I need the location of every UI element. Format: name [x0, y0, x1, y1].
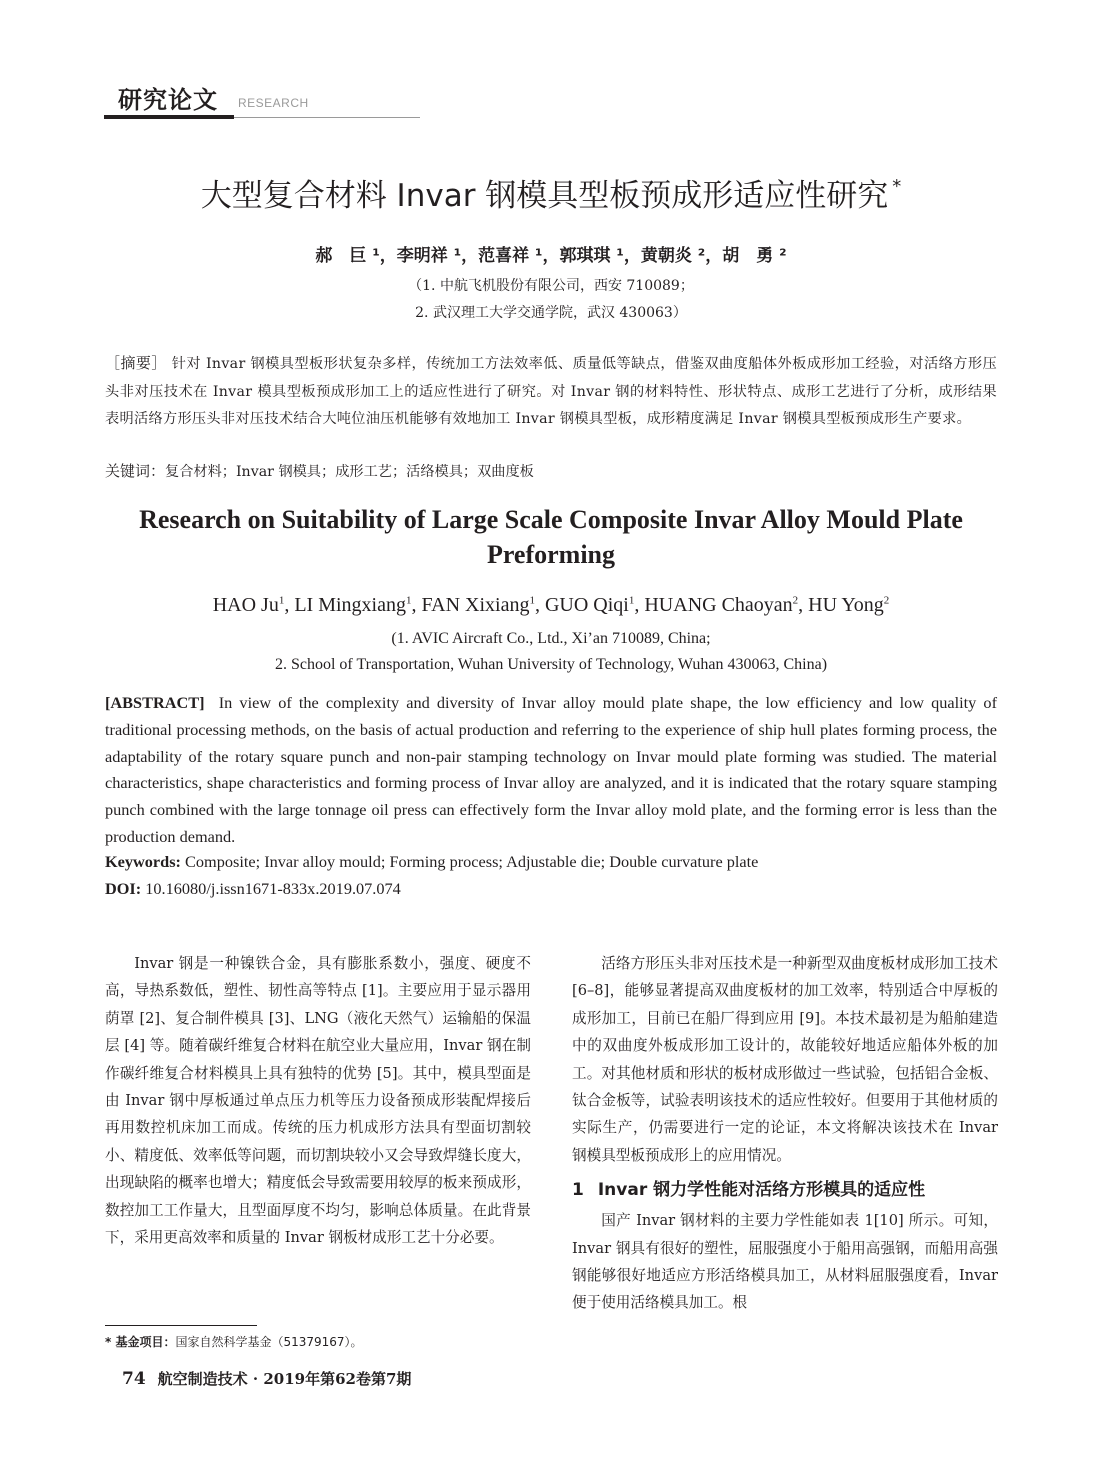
page-number: 74	[122, 1369, 146, 1389]
affiliation-cn-2: 2. 武汉理工大学交通学院，武汉 430063）	[415, 305, 687, 321]
abstract-en	[105, 690, 997, 851]
doi-value: 10.16080/j.issn1671-833x.2019.07.074	[145, 879, 401, 898]
body-paragraph: 国产 Invar 钢材料的主要力学性能如表 1[10] 所示。可知，Invar 钢具有很好的塑性，屈服强度小于船用高强钢，而船用高强钢能够很好地适应方形活络模具加工，从材料屈服强度看，Invar 便于使用活络模具加工。根	[572, 1212, 998, 1312]
abstract-cn-text: 针对 Invar 钢模具型板形状复杂多样，传统加工方法效率低、质量低等缺点，借鉴双曲度船体外板成形加工经验，对活络方形压头非对压技术在 Invar 模具型板预成形加工上的适应性进行了研究。对 Invar 钢的材料特性、形状特点、成形工艺进行了分析，成形结果表明活络方形压头非对压技术结合大吨位油压机能够有效地加工 Invar 钢模具型板，成形精度满足 Invar 钢模具型板预成形生产要求。	[105, 356, 997, 427]
section-label-en: RESEARCH	[238, 96, 309, 110]
title-footnote-mark: *	[892, 176, 902, 197]
section-heading	[572, 1173, 998, 1207]
author-aff-mark: 1	[628, 594, 635, 607]
paper-title-cn	[0, 170, 1102, 215]
authors-en: HAO Ju$^1$, LI Mingxiang$^1$, FAN Xixiang$^1$, GUO Qiqi$^1$, HUANG Chaoyan$^2$, HU Yong$^2$	[212, 594, 890, 616]
section-title: Invar 钢力学性能对活络方形模具的适应性	[597, 1180, 926, 1201]
section-header	[104, 80, 318, 120]
doi-label: DOI:	[105, 879, 142, 898]
author-aff-mark: 1	[406, 594, 412, 607]
body-column-left	[105, 950, 531, 1251]
keywords-cn-text: 复合材料；Invar 钢模具；成形工艺；活络模具；双曲度板	[165, 464, 534, 480]
affiliation-cn-1: （1. 中航飞机股份有限公司，西安 710089；	[408, 278, 694, 294]
author-en: HAO Ju	[212, 594, 279, 616]
keywords-cn-label: 关键词：	[105, 462, 166, 480]
author-en: FAN Xixiang	[421, 594, 530, 616]
abstract-cn-label: ［摘要］	[105, 354, 167, 372]
footnote-text: 国家自然科学基金（51379167）。	[175, 1335, 363, 1349]
authors-cn: 郝 巨 ¹，李明祥 ¹，范喜祥 ¹，郭琪琪 ¹，黄朝炎 ²，胡 勇 ²	[315, 246, 787, 266]
keywords-en-label: Keywords:	[105, 852, 181, 871]
abstract-en-text: In view of the complexity and diversity of Invar alloy mould plate shape, the low efficiency and low quality of traditional processing methods, on the basis of actual production and referring to the experience of ship hull plates forming process, the adaptability of the rotary square punch and non-pair stamping technology on Invar mould plate forming was studied. The material characteristics, shape characteristics and forming process of Invar alloy are analyzed, and it is indicated that the rotary square stamping punch combined with the large tonnage oil press can effectively form the Invar alloy mold plate, and the forming error is less than the production demand.	[105, 693, 997, 846]
abstract-cn	[105, 350, 997, 434]
footnote	[105, 1333, 363, 1350]
body-column-right	[572, 950, 998, 1317]
keywords-en-text: Composite; Invar alloy mould; Forming process; Adjustable die; Double curvature plate	[185, 852, 759, 871]
journal-name: 航空制造技术 · 2019年第62卷第7期	[157, 1370, 412, 1388]
section-label-cn: 研究论文	[118, 85, 218, 114]
body-paragraph: Invar 钢是一种镍铁合金，具有膨胀系数小，强度、硬度不高，导热系数低，塑性、韧性高等特点 [1]。主要应用于显示器用荫罩 [2]、复合制件模具 [3]、LNG（液化天然气）运输船的保温层 [4] 等。随着碳纤维复合材料在航空业大量应用，Invar 钢在制作碳纤维复合材料模具上具有独特的优势 [5]。其中，模具型面是由 Invar 钢中厚板通过单点压力机等压力设备预成形装配焊接后再用数控机床加工而成。传统的压力机成形方法具有型面切割较小、精度低、效率低等问题，而切割块较小又会导致焊缝长度大，出现缺陷的概率也增大；精度低会导致需要用较厚的板来预成形，数控加工工作量大，且型面厚度不均匀，影响总体质量。在此背景下，采用更高效率和质量的 Invar 钢板材成形工艺十分必要。	[105, 955, 531, 1247]
page-folio	[122, 1368, 411, 1389]
abstract-en-label: [ABSTRACT]	[105, 693, 205, 712]
header-bar	[104, 115, 234, 119]
keywords-en	[105, 852, 997, 872]
doi	[105, 879, 997, 899]
author-en: HU Yong	[808, 594, 884, 616]
body-paragraph: 活络方形压头非对压技术是一种新型双曲度板材成形加工技术 [6–8]，能够显著提高双曲度板材的加工效率，特别适合中厚板的成形加工，目前已在船厂得到应用 [9]。本技术最初是为船舶建造中的双曲度外板成形加工设计的，故能较好地适应船体外板的加工。对其他材质和形状的板材成形做过一些试验，包括铝合金板、钛合金板等，试验表明该技术的适应性较好。但要用于其他材质的实际生产，仍需要进行一定的论证，本文将解决该技术在 Invar 钢模具型板预成形上的应用情况。	[572, 955, 998, 1164]
author-en: LI Mingxiang	[294, 594, 406, 616]
author-en: HUANG Chaoyan	[644, 594, 793, 616]
section-number: 1	[572, 1180, 584, 1201]
author-aff-mark: 1	[278, 594, 285, 607]
footnote-rule	[105, 1325, 257, 1326]
author-aff-mark: 1	[529, 594, 535, 607]
affiliation-en-2: 2. School of Transportation, Wuhan University of Technology, Wuhan 430063, China)	[274, 656, 828, 673]
keywords-cn	[105, 460, 997, 481]
paper-title-en: Research on Suitability of Large Scale Composite Invar Alloy Mould Plate Preforming	[139, 505, 963, 569]
author-en: GUO Qiqi	[544, 594, 629, 616]
footnote-label: * 基金项目：	[105, 1335, 176, 1349]
author-aff-mark: 2	[792, 594, 799, 607]
author-aff-mark: 2	[883, 594, 890, 607]
affiliation-en-1: (1. AVIC Aircraft Co., Ltd., Xi’an 710089, China;	[391, 630, 711, 647]
title-cn-text: 大型复合材料 Invar 钢模具型板预成形适应性研究	[200, 178, 889, 214]
header-rule	[234, 117, 420, 118]
